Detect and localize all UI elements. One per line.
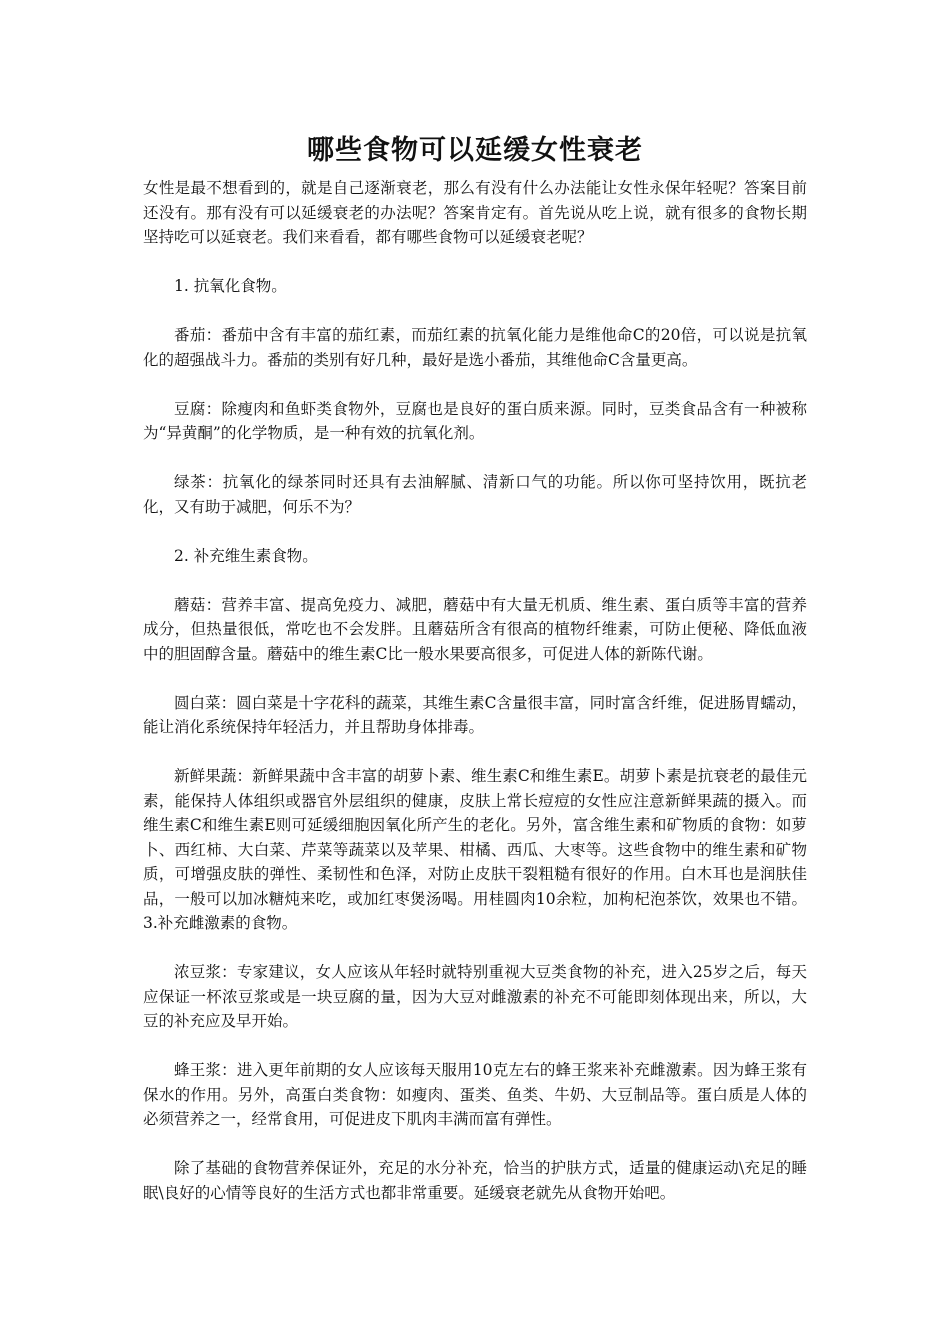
section-heading-antioxidant: 1. 抗氧化食物。: [174, 277, 287, 295]
paragraph-green-tea: 绿茶：抗氧化的绿茶同时还具有去油解腻、清新口气的功能。所以你可坚持饮用，既抗老化，又有助于减肥，何乐不为？: [143, 473, 807, 516]
paragraph-tofu: 豆腐：除瘦肉和鱼虾类食物外，豆腐也是良好的蛋白质来源。同时，豆类食品含有一种被称为“异黄酮”的化学物质，是一种有效的抗氧化剂。: [143, 399, 807, 442]
paragraph-gap: [143, 1034, 807, 1059]
paragraph-gap: [143, 519, 807, 544]
document-body: [143, 176, 807, 1205]
document-title: 哪些食物可以延缓女性衰老: [307, 135, 643, 166]
intro-paragraph: 女性是最不想看到的，就是自己逐渐衰老，那么有没有什么办法能让女性永保年轻呢？答案目前还没有。那有没有可以延缓衰老的办法呢？答案肯定有。首先说从吃上说，就有很多的食物长期坚持吃可以延衰老。我们来看看，都有哪些食物可以延缓衰老呢？: [143, 179, 807, 246]
paragraph-gap: [143, 936, 807, 961]
paragraph-cabbage: 圆白菜：圆白菜是十字花科的蔬菜，其维生素C含量很丰富，同时富含纤维，促进肠胃蠕动，能让消化系统保持年轻活力，并且帮助身体排毒。: [143, 693, 807, 736]
paragraph-gap: [143, 1132, 807, 1157]
paragraph-gap: [143, 372, 807, 397]
paragraph-conclusion: 除了基础的食物营养保证外，充足的水分补充，恰当的护肤方式，适量的健康运动\充足的睡眠\良好的心情等良好的生活方式也都非常重要。延缓衰老就先从食物开始吧。: [143, 1159, 807, 1202]
section-heading-vitamins: 2. 补充维生素食物。: [174, 546, 318, 565]
paragraph-mushroom: 蘑菇：营养丰富、提高免疫力、减肥，蘑菇中有大量无机质、维生素、蛋白质等丰富的营养成分，但热量很低，常吃也不会发胖。且蘑菇所含有很高的植物纤维素，可防止便秘、降低血液中的胆固醇含量。蘑菇中的维生素C比一般水果要高很多，可促进人体的新陈代谢。: [143, 595, 807, 663]
paragraph-royal-jelly: 蜂王浆：进入更年前期的女人应该每天服用10克左右的蜂王浆来补充雌激素。因为蜂王浆有保水的作用。另外，高蛋白类食物：如瘦肉、蛋类、鱼类、牛奶、大豆制品等。蛋白质是人体的必须营养之一，经常食用，可促进皮下肌肉丰满而富有弹性。: [143, 1061, 807, 1128]
paragraph-gap: [143, 740, 807, 765]
paragraph-gap: [143, 250, 807, 275]
paragraph-gap: [143, 666, 807, 691]
paragraph-fresh-produce: 新鲜果蔬：新鲜果蔬中含丰富的胡萝卜素、维生素C和维生素E。胡萝卜素是抗衰老的最佳元素，能保持人体组织或器官外层组织的健康，皮肤上常长痘痘的女性应注意新鲜果蔬的摄入。而维生素C和维生素E则可延缓细胞因氧化所产生的老化。另外，富含维生素和矿物质的食物：如萝卜、西红柿、大白菜、芹菜等蔬菜以及苹果、柑橘、西瓜、大枣等。这些食物中的维生素和矿物质，可增强皮肤的弹性、柔韧性和色泽，对防止皮肤干裂粗糙有很好的作用。白木耳也是润肤佳品，一般可以加冰糖炖来吃，或加红枣煲汤喝。用桂圆肉10余粒，加枸杞泡茶饮，效果也不错。 3.补充雌激素的食物。: [143, 767, 807, 932]
paragraph-gap: [143, 568, 807, 593]
paragraph-gap: [143, 299, 807, 324]
paragraph-tomato: 番茄：番茄中含有丰富的茄红素，而茄红素的抗氧化能力是维他命C的20倍，可以说是抗氧化的超强战斗力。番茄的类别有好几种，最好是选小番茄，其维他命C含量更高。: [143, 326, 807, 369]
paragraph-gap: [143, 446, 807, 471]
paragraph-soy-milk: 浓豆浆：专家建议，女人应该从年轻时就特别重视大豆类食物的补充，进入25岁之后，每天应保证一杯浓豆浆或是一块豆腐的量，因为大豆对雌激素的补充不可能即刻体现出来，所以，大豆的补充应及早开始。: [143, 963, 807, 1030]
